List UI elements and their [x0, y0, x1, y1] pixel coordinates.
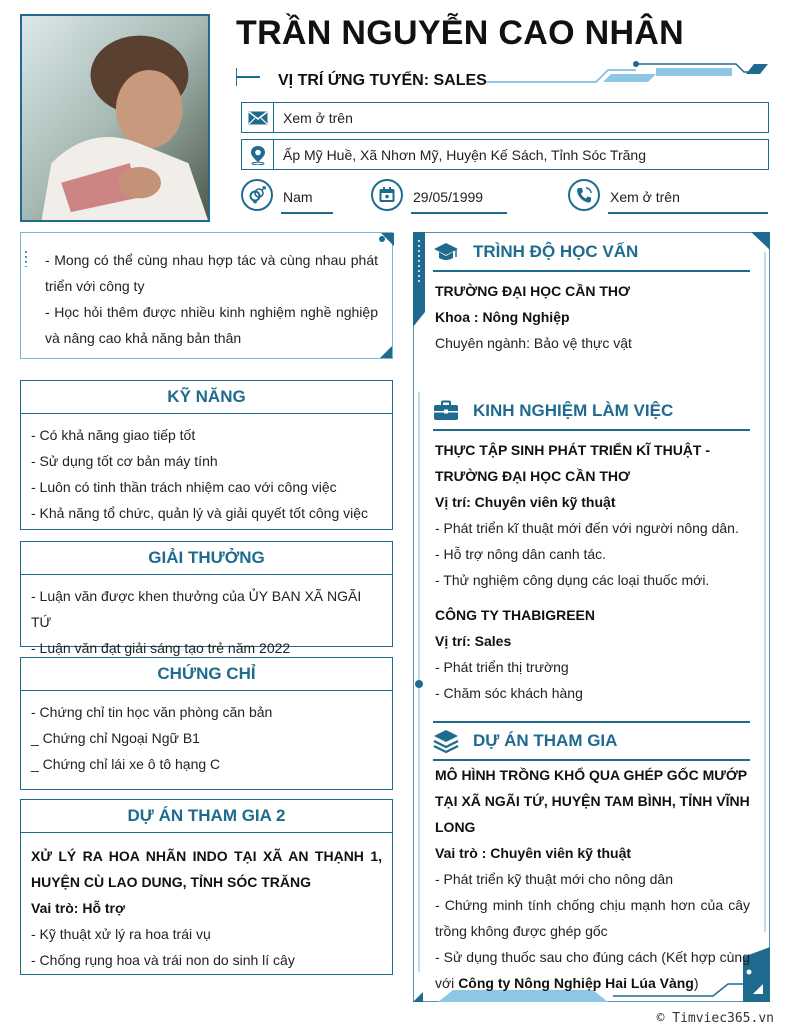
job-item: - Hỗ trợ nông dân canh tác. — [435, 546, 607, 562]
email-row — [241, 102, 769, 133]
briefcase-icon — [433, 400, 459, 422]
projects2-name: XỬ LÝ RA HOA NHÃN INDO TẠI XÃ AN THẠNH 1, HUYỆN CÙ LAO DUNG, TỈNH SÓC TRĂNG — [31, 848, 382, 890]
job-company: THỰC TẬP SINH PHÁT TRIỂN KĨ THUẬT - TRƯỜNG ĐẠI HỌC CẦN THƠ — [435, 442, 711, 484]
email-value: Xem ở trên — [283, 109, 353, 126]
applied-position: VỊ TRÍ ỨNG TUYỂN: SALES — [278, 72, 487, 89]
job-company: CÔNG TY THABIGREEN — [435, 607, 595, 623]
address-value: Ấp Mỹ Huề, Xã Nhơn Mỹ, Huyện Kế Sách, Tỉnh Sóc Trăng — [283, 146, 646, 163]
projects-header — [433, 721, 750, 761]
skills-section — [20, 380, 393, 530]
location-pin-icon — [242, 140, 274, 169]
projects-item: - Phát triển kỹ thuật mới cho nông dân — [435, 871, 673, 887]
job-item: - Phát triển thị trường — [435, 659, 569, 675]
projects-role: Vai trò : Chuyên viên kỹ thuật — [435, 845, 632, 861]
phone-value: Xem ở trên — [608, 189, 768, 214]
dob-item — [371, 178, 507, 212]
projects2-section — [20, 799, 393, 975]
experience-job-2 — [435, 602, 750, 706]
graduation-cap-icon — [433, 241, 459, 263]
objective-frame-decoration — [21, 233, 394, 360]
calendar-icon — [371, 179, 403, 211]
education-school: TRƯỜNG ĐẠI HỌC CẦN THƠ — [435, 283, 630, 299]
phone-icon — [568, 179, 600, 211]
career-objective — [20, 232, 393, 359]
partner-company: Công ty Nông Nghiệp Hai Lúa Vàng — [458, 975, 694, 991]
projects-body — [435, 762, 750, 996]
candidate-name: TRẦN NGUYỄN CAO NHÂN — [236, 14, 684, 52]
footer-credit: © Timviec365.vn — [656, 1011, 774, 1026]
job-role: Vị trí: Sales — [435, 633, 512, 649]
certificates-title: CHỨNG CHỈ — [21, 658, 392, 691]
gender-value: Nam — [281, 189, 333, 214]
certificate-item: _ Chứng chỉ Ngoại Ngữ B1 — [31, 730, 200, 746]
experience-job-1 — [435, 437, 750, 593]
projects2-role: Vai trò: Hỗ trợ — [31, 900, 125, 916]
dob-value: 29/05/1999 — [411, 189, 507, 214]
gender-icon — [241, 179, 273, 211]
projects2-title: DỰ ÁN THAM GIA 2 — [21, 800, 392, 833]
award-item: - Luận văn đạt giải sáng tạo trẻ năm 2022 — [31, 640, 291, 656]
gender-item — [241, 178, 333, 212]
education-body — [435, 278, 750, 356]
awards-title: GIẢI THƯỞNG — [21, 542, 392, 575]
objective-line-2: - Học hỏi thêm được nhiều kinh nghiệm nghề nghiệp và nâng cao khả năng bản thân — [45, 304, 378, 346]
certificates-section — [20, 657, 393, 790]
address-row — [241, 139, 769, 170]
skill-item: - Luôn có tinh thần trách nhiệm cao với công việc — [31, 479, 337, 495]
job-item: - Phát triển kĩ thuật mới đến với người nông dân. — [435, 520, 739, 536]
job-item: - Chăm sóc khách hàng — [435, 685, 583, 701]
education-header — [433, 234, 750, 272]
education-major: Chuyên ngành: Bảo vệ thực vật — [435, 335, 632, 351]
phone-item — [568, 178, 768, 212]
projects-last-prefix: - Sử dụng thuốc sau cho đúng cách (Kết hợp cùng với — [435, 949, 750, 991]
email-icon — [242, 103, 274, 132]
skill-item: - Có khả năng giao tiếp tốt — [31, 427, 196, 443]
certificate-item: - Chứng chỉ tin học văn phòng căn bản — [31, 704, 273, 720]
certificate-item: _ Chứng chỉ lái xe ô tô hạng C — [31, 756, 221, 772]
job-item: - Thử nghiệm công dụng các loại thuốc mới. — [435, 572, 710, 588]
education-title: TRÌNH ĐỘ HỌC VẤN — [473, 242, 639, 261]
award-item: - Luận văn được khen thưởng của ỦY BAN XÃ NGÃI TỨ — [31, 588, 362, 630]
profile-photo — [20, 14, 210, 222]
objective-line-1: - Mong có thể cùng nhau hợp tác và cùng nhau phát triển với công ty — [45, 252, 378, 294]
projects-item: - Chứng minh tính chống chịu mạnh hơn của cây trồng không được ghép gốc — [435, 897, 750, 939]
projects-name: MÔ HÌNH TRỒNG KHỔ QUA GHÉP GỐC MƯỚP TẠI XÃ NGÃI TỨ, HUYỆN TAM BÌNH, TỈNH VĨNH LONG — [435, 767, 750, 835]
layers-icon — [433, 729, 459, 753]
experience-title: KINH NGHIỆM LÀM VIỆC — [473, 401, 674, 420]
projects2-item: - Chống rụng hoa và trái non do sinh lí cây — [31, 952, 295, 968]
skill-item: - Sử dụng tốt cơ bản máy tính — [31, 453, 218, 469]
skill-item: - Khả năng tổ chức, quản lý và giải quyết tốt công việc — [31, 505, 369, 521]
job-role: Vị trí: Chuyên viên kỹ thuật — [435, 494, 616, 510]
awards-section — [20, 541, 393, 656]
projects-item-last — [435, 944, 750, 996]
experience-header — [433, 393, 750, 431]
skills-title: KỸ NĂNG — [21, 381, 392, 414]
projects-title: DỰ ÁN THAM GIA — [473, 731, 618, 750]
projects2-item: - Kỹ thuật xử lý ra hoa trái vụ — [31, 926, 211, 942]
education-faculty: Khoa : Nông Nghiệp — [435, 309, 570, 325]
projects-last-suffix: ) — [693, 975, 699, 991]
